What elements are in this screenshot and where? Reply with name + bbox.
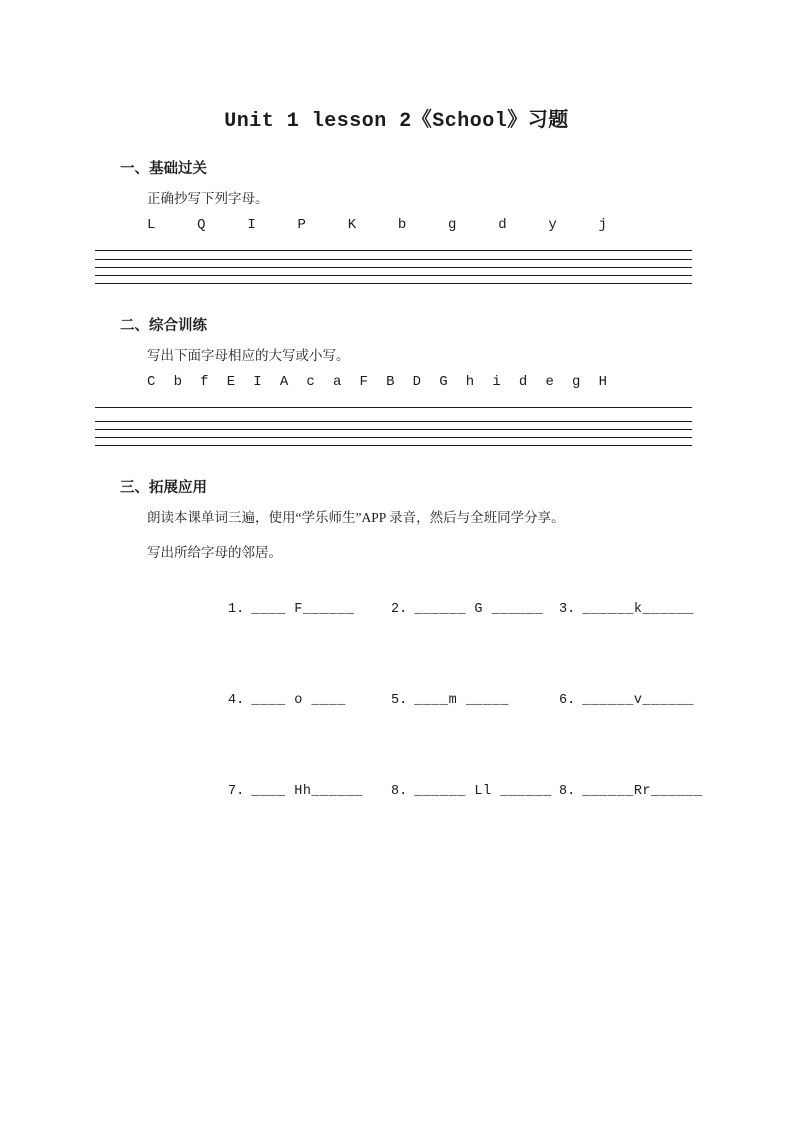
writing-line xyxy=(95,421,692,422)
letter: K xyxy=(347,217,357,233)
blank-line: ____ o ____ xyxy=(251,692,346,708)
letter: e xyxy=(545,373,554,390)
writing-lines-group-1 xyxy=(95,250,692,284)
fill-blank-item xyxy=(147,769,364,814)
fill-blank-item xyxy=(310,769,552,814)
letter: I xyxy=(253,373,262,390)
blank-line: ____m _____ xyxy=(414,692,509,708)
letter: d xyxy=(518,373,528,390)
letter: c xyxy=(306,373,315,390)
letter: H xyxy=(598,373,607,390)
section-extension-application xyxy=(95,476,703,814)
blank-line: ____ F______ xyxy=(251,601,355,617)
writing-lines-group-2 xyxy=(95,407,692,446)
letter: h xyxy=(465,373,475,390)
item-number: 8. xyxy=(559,783,576,799)
letter: Q xyxy=(197,217,206,233)
writing-line xyxy=(95,283,692,284)
writing-line xyxy=(95,407,692,408)
item-number: 2. xyxy=(391,601,408,617)
writing-line xyxy=(95,429,692,430)
section3-instruction-2: 写出所给字母的邻居。 xyxy=(147,544,282,560)
letter: P xyxy=(297,217,306,233)
letter: F xyxy=(359,373,368,390)
item-number: 3. xyxy=(559,601,576,617)
letter: B xyxy=(386,373,395,390)
blank-line: ______v______ xyxy=(582,692,695,708)
neighbor-letters-grid xyxy=(147,587,703,814)
writing-line xyxy=(95,437,692,438)
letter: b xyxy=(173,373,182,390)
letter: g xyxy=(448,217,457,233)
writing-line xyxy=(95,259,692,260)
letter: C xyxy=(147,373,156,390)
letter: E xyxy=(226,373,236,390)
letter: y xyxy=(548,217,557,233)
section-comprehensive-training xyxy=(95,314,692,446)
fill-blank-item xyxy=(310,587,544,632)
writing-line xyxy=(95,267,692,268)
section2-instruction: 写出下面字母相应的大写或小写。 xyxy=(147,347,350,363)
writing-line xyxy=(95,275,692,276)
section1-heading: 一、基础过关 xyxy=(120,161,207,177)
item-number: 1. xyxy=(228,601,245,617)
letter: g xyxy=(572,373,581,390)
blank-line: ____ Hh______ xyxy=(251,783,364,799)
fill-blank-item xyxy=(310,678,509,723)
worksheet-content xyxy=(95,157,703,814)
page-title: Unit 1 lesson 2《School》习题 xyxy=(224,110,569,133)
letter: A xyxy=(279,373,289,390)
blank-line: ______k______ xyxy=(582,601,695,617)
section1-letter-row xyxy=(147,217,607,234)
letter: b xyxy=(397,217,407,233)
letter: L xyxy=(147,217,156,233)
fill-blank-item xyxy=(478,587,703,632)
letter: I xyxy=(247,217,256,233)
section3-heading: 三、拓展应用 xyxy=(120,479,207,496)
item-number: 8. xyxy=(391,783,408,799)
fill-blank-item xyxy=(478,769,703,814)
letter: f xyxy=(200,373,209,390)
writing-line xyxy=(95,445,692,446)
section3-instruction-1: 朗读本课单词三遍，使用“学乐师生”APP 录音，然后与全班同学分享。 xyxy=(147,509,565,525)
item-number: 7. xyxy=(228,783,245,799)
letter: j xyxy=(598,217,607,233)
item-number: 4. xyxy=(228,692,245,708)
letter: D xyxy=(412,373,422,390)
letter: i xyxy=(492,373,501,390)
letter: d xyxy=(498,217,507,233)
item-number: 6. xyxy=(559,692,576,708)
letter: G xyxy=(439,373,448,390)
section2-letter-row xyxy=(147,374,607,391)
section2-heading: 二、综合训练 xyxy=(120,317,207,334)
letter: a xyxy=(332,373,342,390)
section1-instruction: 正确抄写下列字母。 xyxy=(147,191,269,206)
fill-blank-item xyxy=(147,587,355,632)
item-number: 5. xyxy=(391,692,408,708)
section-basic-practice xyxy=(95,157,692,284)
fill-blank-item xyxy=(147,678,346,723)
blank-line: ______ G ______ xyxy=(414,601,544,617)
writing-line xyxy=(95,250,692,251)
blank-line: ______Rr______ xyxy=(582,783,703,799)
fill-blank-item xyxy=(478,678,703,723)
blank-line: ______ Ll ______ xyxy=(414,783,552,799)
